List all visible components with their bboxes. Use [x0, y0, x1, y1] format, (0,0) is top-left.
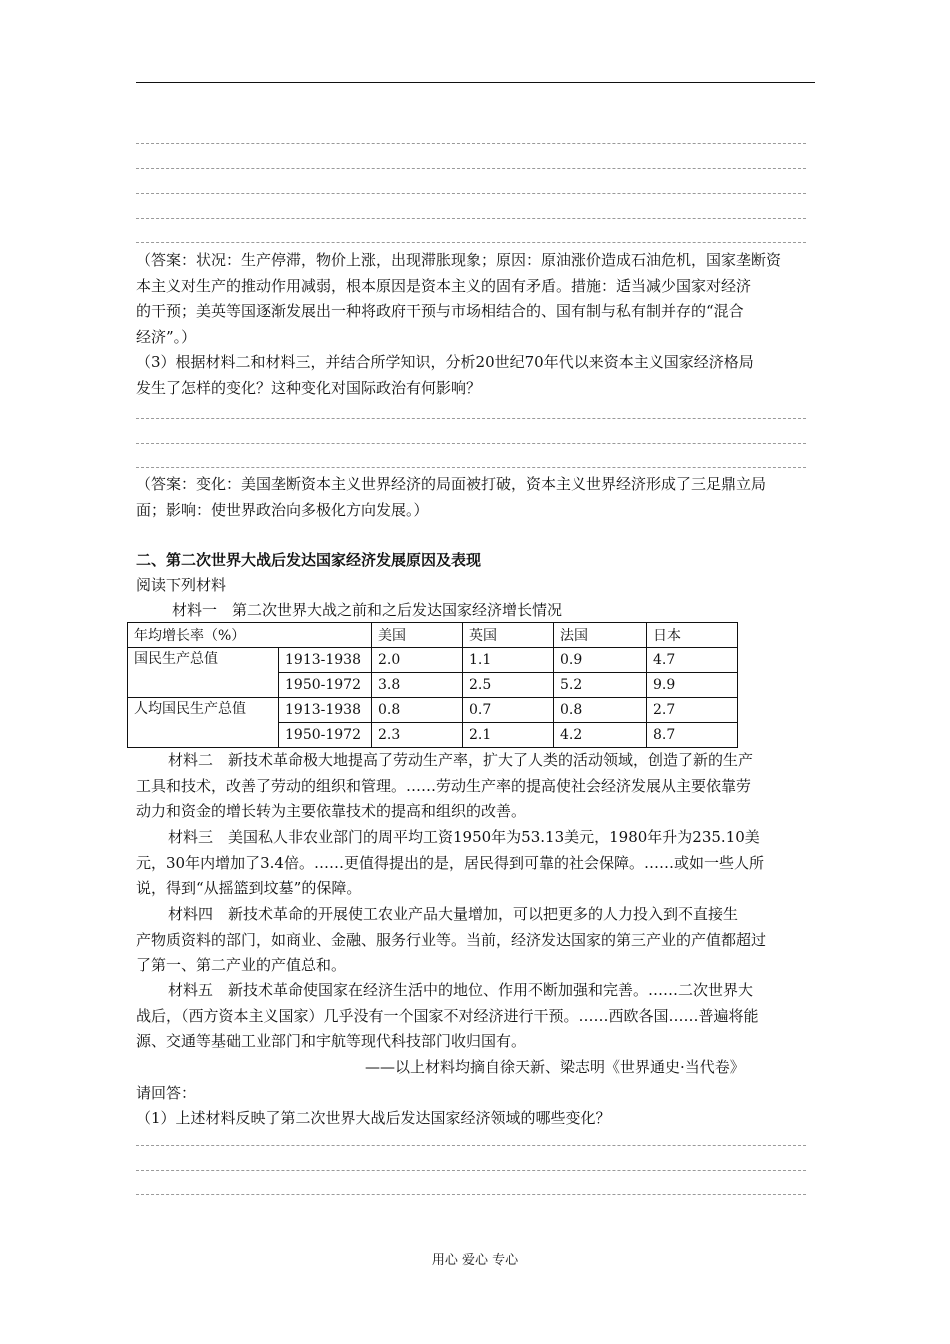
header-rule: [136, 82, 815, 83]
table-header-cell: 英国: [463, 623, 554, 648]
answer-line-text: 经济”。）: [136, 327, 197, 346]
material-line: 材料四 新技术革命的开展使工农业产品大量增加，可以把更多的人力投入到不直接生: [168, 905, 739, 923]
answer-line: [136, 418, 806, 419]
material-line: 源、交通等基础工业部门和宇航等现代科技部门收归国有。: [136, 1032, 527, 1050]
table-cell: 2.7: [647, 698, 738, 723]
table-cell: 0.8: [372, 698, 463, 723]
table-cell: 2.5: [463, 673, 554, 698]
answer-line-text: 面；影响：使世界政治向多极化方向发展。）: [136, 500, 429, 519]
material-3: [136, 825, 816, 902]
answer-line: [136, 143, 806, 144]
table-header-cell: 美国: [372, 623, 463, 648]
answer-line-text: 的干预；美英等国逐渐发展出一种将政府干预与市场相结合的、国有制与私有制并存的“混合: [136, 302, 744, 320]
material-line: 动力和资金的增长转为主要依靠技术的提高和组织的改善。: [136, 802, 527, 820]
material-line: 材料五 新技术革命使国家在经济生活中的地位、作用不断加强和完善。……二次世界大: [168, 981, 754, 999]
answer-line-text: （答案：状况：生产停滞，物价上涨，出现滞胀现象；原因：原油涨价造成石油危机，国家垄断资: [136, 251, 782, 269]
question-1: （1）上述材料反映了第二次世界大战后发达国家经济领域的哪些变化？: [136, 1109, 611, 1127]
table-cell: 1950-1972: [279, 723, 372, 748]
table-cell: 8.7: [647, 723, 738, 748]
answer-line-text: （答案：变化：美国垄断资本主义世界经济的局面被打破，资本主义世界经济形成了三足鼎立局: [136, 475, 767, 493]
table-cell: 1913-1938: [279, 648, 372, 673]
table-cell: 5.2: [554, 673, 647, 698]
table-group-label: 人均国民生产总值: [128, 698, 279, 748]
answer-line: [136, 443, 806, 444]
table-header-cell: 年均增长率（%）: [128, 623, 372, 648]
material-line: 产物质资料的部门，如商业、金融、服务行业等。当前，经济发达国家的第三产业的产值都超过: [136, 930, 767, 949]
table-cell: 0.9: [554, 648, 647, 673]
table-cell: 9.9: [647, 673, 738, 698]
table-row: [128, 648, 738, 673]
table-header-cell: 日本: [647, 623, 738, 648]
table-cell: 1913-1938: [279, 698, 372, 723]
table-cell: 0.8: [554, 698, 647, 723]
material-line: 元，30年内增加了3.4倍。……更值得提出的是，居民得到可靠的社会保障。……或如一些人所: [136, 853, 764, 872]
material-2: [136, 748, 816, 825]
table-cell: 2.3: [372, 723, 463, 748]
table-cell: 3.8: [372, 673, 463, 698]
page-footer: 用心 爱心 专心: [431, 1253, 519, 1268]
answer-block-2: [136, 472, 816, 523]
growth-table: [127, 622, 738, 748]
material-source: ——以上材料均摘自徐天新、梁志明《世界通史·当代卷》: [365, 1058, 745, 1076]
material-line: 说，得到“从摇篮到坟墓”的保障。: [136, 879, 362, 897]
section-intro: 阅读下列材料: [136, 576, 227, 594]
question-3: [136, 350, 816, 401]
answer-line: [136, 168, 806, 169]
answer-line: [136, 242, 806, 243]
section-title: 二、第二次世界大战后发达国家经济发展原因及表现: [136, 551, 482, 569]
material-line: 材料二 新技术革命极大地提高了劳动生产率，扩大了人类的活动领域，创造了新的生产: [168, 751, 754, 769]
question-line: 发生了怎样的变化？这种变化对国际政治有何影响？: [136, 378, 482, 397]
answer-line: [136, 467, 806, 468]
answer-prompt: 请回答：: [136, 1084, 197, 1102]
answer-line: [136, 1170, 806, 1171]
table-cell: 2.0: [372, 648, 463, 673]
material-line: 战后，（西方资本主义国家）几乎没有一个国家不对经济进行干预。……西欧各国……普遍将能: [136, 1006, 759, 1025]
question-line: （3）根据材料二和材料三，并结合所学知识，分析20世纪70年代以来资本主义国家经济格局: [136, 353, 754, 371]
table-cell: 1950-1972: [279, 673, 372, 698]
material-line: 工具和技术，改善了劳动的组织和管理。……劳动生产率的提高使社会经济发展从主要依靠劳: [136, 776, 752, 795]
table-caption: 材料一 第二次世界大战之前和之后发达国家经济增长情况: [172, 601, 563, 619]
answer-line: [136, 1145, 806, 1146]
table-cell: 4.7: [647, 648, 738, 673]
table-cell: 1.1: [463, 648, 554, 673]
table-row: [128, 698, 738, 723]
answer-line: [136, 218, 806, 219]
table-cell: 4.2: [554, 723, 647, 748]
table-header-row: [128, 623, 738, 648]
answer-line: [136, 1194, 806, 1195]
material-line: 了第一、第二产业的产值总和。: [136, 956, 347, 974]
material-5: [136, 978, 816, 1055]
answer-block-1: [136, 248, 816, 350]
answer-line: [136, 193, 806, 194]
answer-line-text: 本主义对生产的推动作用减弱，根本原因是资本主义的固有矛盾。措施：适当减少国家对经济: [136, 276, 752, 295]
table-cell: 0.7: [463, 698, 554, 723]
table-cell: 2.1: [463, 723, 554, 748]
table-header-cell: 法国: [554, 623, 647, 648]
table-group-label: 国民生产总值: [128, 648, 279, 698]
material-4: [136, 902, 816, 979]
material-line: 材料三 美国私人非农业部门的周平均工资1950年为53.13美元，1980年升为235.10美: [168, 828, 760, 846]
